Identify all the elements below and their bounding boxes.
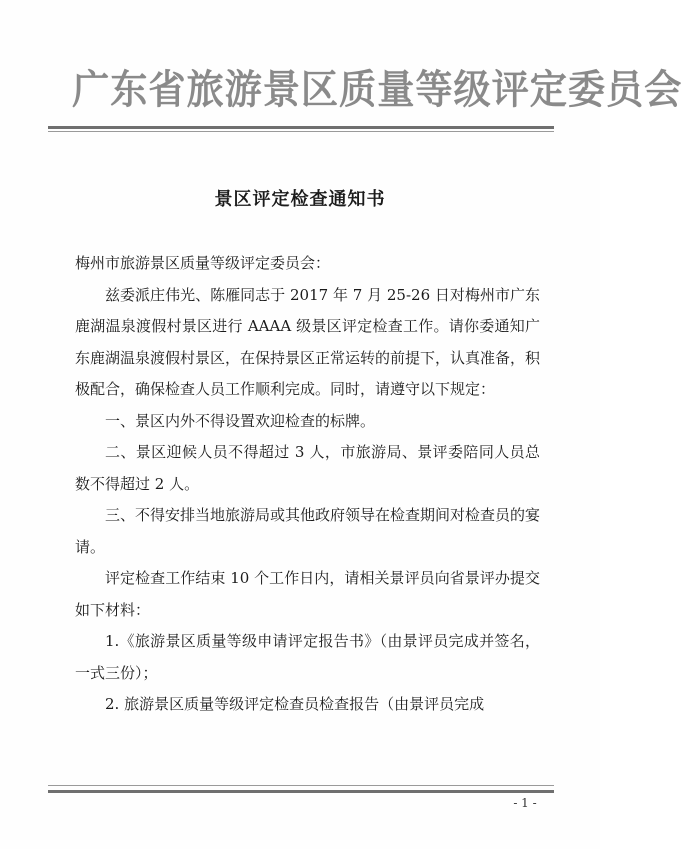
letterhead-title: 广东省旅游景区质量等级评定委员会 [72, 66, 682, 113]
paragraph-materials-intro: 评定检查工作结束 10 个工作日内，请相关景评员向省景评办提交如下材料： [75, 569, 540, 619]
paragraph-rule-2: 二、景区迎候人员不得超过 3 人，市旅游局、景评委陪同人员总数不得超过 2 人。 [75, 443, 540, 493]
letterhead-divider-thin [48, 131, 554, 132]
footer-divider-thin [48, 785, 554, 786]
footer-divider-thick [48, 790, 554, 793]
document-title: 景区评定检查通知书 [214, 189, 386, 210]
document-body [75, 248, 540, 721]
salutation: 梅州市旅游景区质量等级评定委员会： [75, 254, 331, 272]
paragraph-material-1: 1.《旅游景区质量等级申请评定报告书》（由景评员完成并签名，一式三份）； [75, 632, 540, 682]
paragraph-intro: 兹委派庄伟光、陈雁同志于 2017 年 7 月 25-26 日对梅州市广东鹿湖温泉渡假村景区进行 AAAA 级景区评定检查工作。请你委通知广东鹿湖温泉渡假村景区，在保持景区正常运转的前提下，认真准备，积极配合，确保检查人员工作顺利完成。同时，请遵守以下规定： [75, 285, 541, 398]
paragraph-rule-1: 一、景区内外不得设置欢迎检查的标牌。 [105, 411, 376, 430]
paragraph-rule-3: 三、不得安排当地旅游局或其他政府领导在检查期间对检查员的宴请。 [75, 506, 541, 556]
page-number: - 1 - [513, 796, 537, 810]
paragraph-material-2: 2. 旅游景区质量等级评定检查员检查报告（由景评员完成 [105, 695, 485, 713]
letterhead-divider-thick [48, 126, 554, 129]
